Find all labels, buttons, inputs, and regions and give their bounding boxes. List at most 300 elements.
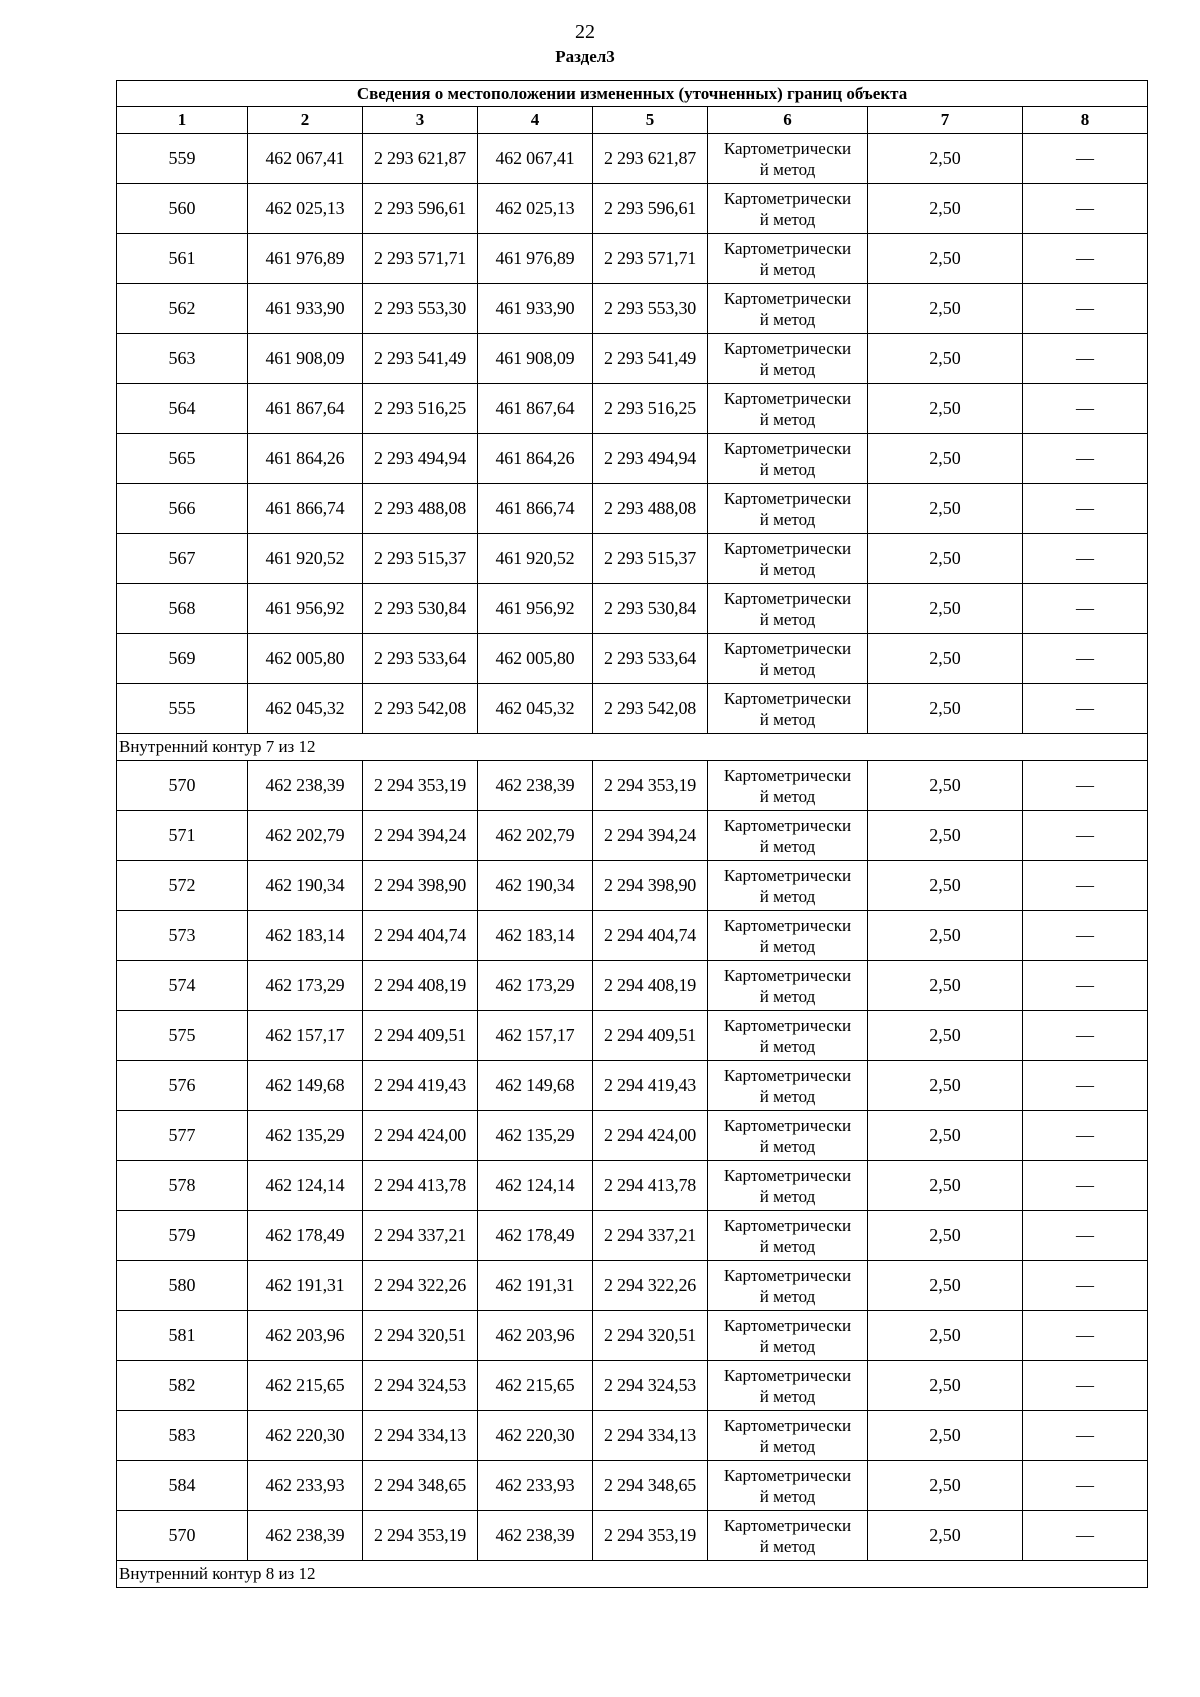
refined-x-cell: 462 203,96 bbox=[478, 1311, 593, 1361]
description-cell: — bbox=[1023, 1211, 1148, 1261]
method-text-line2: й метод bbox=[759, 159, 816, 179]
point-number-cell: 572 bbox=[117, 861, 248, 911]
point-number-cell: 583 bbox=[117, 1411, 248, 1461]
existing-x-cell: 461 976,89 bbox=[248, 234, 363, 284]
method-text-line1: Картометрически bbox=[723, 588, 852, 608]
method-cell bbox=[708, 534, 868, 584]
table-body bbox=[117, 134, 1148, 1588]
existing-y-cell: 2 294 322,26 bbox=[363, 1261, 478, 1311]
description-cell: — bbox=[1023, 384, 1148, 434]
description-cell: — bbox=[1023, 1361, 1148, 1411]
method-cell bbox=[708, 134, 868, 184]
description-cell: — bbox=[1023, 1461, 1148, 1511]
accuracy-cell: 2,50 bbox=[868, 861, 1023, 911]
method-cell bbox=[708, 961, 868, 1011]
existing-x-cell: 461 920,52 bbox=[248, 534, 363, 584]
existing-x-cell: 462 157,17 bbox=[248, 1011, 363, 1061]
accuracy-cell: 2,50 bbox=[868, 534, 1023, 584]
method-cell bbox=[708, 1461, 868, 1511]
refined-y-cell: 2 293 488,08 bbox=[593, 484, 708, 534]
accuracy-cell: 2,50 bbox=[868, 384, 1023, 434]
existing-x-cell: 461 866,74 bbox=[248, 484, 363, 534]
method-text-line1: Картометрически bbox=[723, 1215, 852, 1235]
refined-y-cell: 2 294 334,13 bbox=[593, 1411, 708, 1461]
table-row bbox=[117, 1211, 1148, 1261]
refined-x-cell: 462 215,65 bbox=[478, 1361, 593, 1411]
existing-x-cell: 462 238,39 bbox=[248, 761, 363, 811]
existing-x-cell: 462 178,49 bbox=[248, 1211, 363, 1261]
description-cell: — bbox=[1023, 184, 1148, 234]
method-cell bbox=[708, 1111, 868, 1161]
existing-x-cell: 462 067,41 bbox=[248, 134, 363, 184]
accuracy-cell: 2,50 bbox=[868, 1511, 1023, 1561]
method-text-line2: й метод bbox=[759, 409, 816, 429]
method-text-line2: й метод bbox=[759, 709, 816, 729]
table-row bbox=[117, 1511, 1148, 1561]
method-text-line2: й метод bbox=[759, 309, 816, 329]
method-text-line2: й метод bbox=[759, 836, 816, 856]
existing-x-cell: 461 867,64 bbox=[248, 384, 363, 434]
method-text-line2: й метод bbox=[759, 1536, 816, 1556]
refined-y-cell: 2 294 348,65 bbox=[593, 1461, 708, 1511]
accuracy-cell: 2,50 bbox=[868, 1011, 1023, 1061]
description-cell: — bbox=[1023, 1161, 1148, 1211]
method-text-line2: й метод bbox=[759, 1136, 816, 1156]
refined-x-cell: 462 220,30 bbox=[478, 1411, 593, 1461]
method-text-line2: й метод bbox=[759, 1336, 816, 1356]
existing-y-cell: 2 293 530,84 bbox=[363, 584, 478, 634]
accuracy-cell: 2,50 bbox=[868, 1211, 1023, 1261]
description-cell: — bbox=[1023, 634, 1148, 684]
accuracy-cell: 2,50 bbox=[868, 1461, 1023, 1511]
point-number-cell: 576 bbox=[117, 1061, 248, 1111]
refined-y-cell: 2 293 571,71 bbox=[593, 234, 708, 284]
table-row bbox=[117, 434, 1148, 484]
description-cell: — bbox=[1023, 284, 1148, 334]
refined-y-cell: 2 293 530,84 bbox=[593, 584, 708, 634]
method-text-line1: Картометрически bbox=[723, 238, 852, 258]
table-row bbox=[117, 534, 1148, 584]
refined-x-cell: 462 045,32 bbox=[478, 684, 593, 734]
method-text-line1: Картометрически bbox=[723, 388, 852, 408]
existing-y-cell: 2 294 320,51 bbox=[363, 1311, 478, 1361]
existing-y-cell: 2 293 596,61 bbox=[363, 184, 478, 234]
existing-y-cell: 2 294 424,00 bbox=[363, 1111, 478, 1161]
existing-x-cell: 462 238,39 bbox=[248, 1511, 363, 1561]
existing-y-cell: 2 293 621,87 bbox=[363, 134, 478, 184]
refined-y-cell: 2 294 322,26 bbox=[593, 1261, 708, 1311]
refined-x-cell: 461 867,64 bbox=[478, 384, 593, 434]
refined-x-cell: 461 866,74 bbox=[478, 484, 593, 534]
point-number-cell: 582 bbox=[117, 1361, 248, 1411]
method-cell bbox=[708, 284, 868, 334]
existing-x-cell: 462 215,65 bbox=[248, 1361, 363, 1411]
point-number-cell: 564 bbox=[117, 384, 248, 434]
accuracy-cell: 2,50 bbox=[868, 334, 1023, 384]
method-cell bbox=[708, 861, 868, 911]
method-text-line1: Картометрически bbox=[723, 1465, 852, 1485]
method-cell bbox=[708, 1061, 868, 1111]
refined-x-cell: 462 183,14 bbox=[478, 911, 593, 961]
refined-x-cell: 461 908,09 bbox=[478, 334, 593, 384]
point-number-cell: 577 bbox=[117, 1111, 248, 1161]
refined-x-cell: 462 067,41 bbox=[478, 134, 593, 184]
method-cell bbox=[708, 634, 868, 684]
accuracy-cell: 2,50 bbox=[868, 434, 1023, 484]
existing-y-cell: 2 294 324,53 bbox=[363, 1361, 478, 1411]
refined-y-cell: 2 294 404,74 bbox=[593, 911, 708, 961]
method-text-line2: й метод bbox=[759, 1236, 816, 1256]
method-cell bbox=[708, 1311, 868, 1361]
point-number-cell: 565 bbox=[117, 434, 248, 484]
method-text-line1: Картометрически bbox=[723, 638, 852, 658]
table-row bbox=[117, 1361, 1148, 1411]
refined-x-cell: 462 238,39 bbox=[478, 1511, 593, 1561]
accuracy-cell: 2,50 bbox=[868, 811, 1023, 861]
method-text-line2: й метод bbox=[759, 1086, 816, 1106]
method-cell bbox=[708, 334, 868, 384]
method-text-line1: Картометрически bbox=[723, 188, 852, 208]
section-title: Раздел3 bbox=[555, 47, 615, 66]
existing-y-cell: 2 293 541,49 bbox=[363, 334, 478, 384]
existing-y-cell: 2 293 542,08 bbox=[363, 684, 478, 734]
method-text-line1: Картометрически bbox=[723, 1415, 852, 1435]
existing-x-cell: 461 933,90 bbox=[248, 284, 363, 334]
description-cell: — bbox=[1023, 1411, 1148, 1461]
method-text-line2: й метод bbox=[759, 259, 816, 279]
accuracy-cell: 2,50 bbox=[868, 1261, 1023, 1311]
refined-y-cell: 2 293 621,87 bbox=[593, 134, 708, 184]
point-number-cell: 568 bbox=[117, 584, 248, 634]
method-cell bbox=[708, 1511, 868, 1561]
method-text-line2: й метод bbox=[759, 209, 816, 229]
accuracy-cell: 2,50 bbox=[868, 234, 1023, 284]
method-cell bbox=[708, 684, 868, 734]
description-cell: — bbox=[1023, 961, 1148, 1011]
existing-y-cell: 2 294 409,51 bbox=[363, 1011, 478, 1061]
method-cell bbox=[708, 1161, 868, 1211]
description-cell: — bbox=[1023, 334, 1148, 384]
column-number: 7 bbox=[868, 107, 1023, 134]
existing-y-cell: 2 293 488,08 bbox=[363, 484, 478, 534]
refined-y-cell: 2 293 515,37 bbox=[593, 534, 708, 584]
refined-y-cell: 2 294 324,53 bbox=[593, 1361, 708, 1411]
point-number-cell: 578 bbox=[117, 1161, 248, 1211]
existing-y-cell: 2 294 353,19 bbox=[363, 761, 478, 811]
refined-y-cell: 2 293 516,25 bbox=[593, 384, 708, 434]
refined-y-cell: 2 294 337,21 bbox=[593, 1211, 708, 1261]
accuracy-cell: 2,50 bbox=[868, 1361, 1023, 1411]
description-cell: — bbox=[1023, 584, 1148, 634]
method-cell bbox=[708, 761, 868, 811]
existing-y-cell: 2 293 533,64 bbox=[363, 634, 478, 684]
refined-x-cell: 461 956,92 bbox=[478, 584, 593, 634]
contour-label-row bbox=[117, 1561, 1148, 1588]
method-text-line2: й метод bbox=[759, 1286, 816, 1306]
method-cell bbox=[708, 1261, 868, 1311]
existing-x-cell: 462 025,13 bbox=[248, 184, 363, 234]
table-row bbox=[117, 961, 1148, 1011]
method-text-line1: Картометрически bbox=[723, 815, 852, 835]
description-cell: — bbox=[1023, 911, 1148, 961]
refined-x-cell: 462 233,93 bbox=[478, 1461, 593, 1511]
description-cell: — bbox=[1023, 684, 1148, 734]
refined-y-cell: 2 294 419,43 bbox=[593, 1061, 708, 1111]
table-row bbox=[117, 911, 1148, 961]
existing-y-cell: 2 294 408,19 bbox=[363, 961, 478, 1011]
table-row bbox=[117, 284, 1148, 334]
table-row bbox=[117, 761, 1148, 811]
method-text-line2: й метод bbox=[759, 559, 816, 579]
accuracy-cell: 2,50 bbox=[868, 1061, 1023, 1111]
accuracy-cell: 2,50 bbox=[868, 911, 1023, 961]
point-number-cell: 575 bbox=[117, 1011, 248, 1061]
existing-y-cell: 2 294 413,78 bbox=[363, 1161, 478, 1211]
description-cell: — bbox=[1023, 1061, 1148, 1111]
method-text-line2: й метод bbox=[759, 986, 816, 1006]
point-number-cell: 563 bbox=[117, 334, 248, 384]
method-cell bbox=[708, 1361, 868, 1411]
table-row bbox=[117, 1111, 1148, 1161]
refined-x-cell: 462 025,13 bbox=[478, 184, 593, 234]
method-cell bbox=[708, 1411, 868, 1461]
description-cell: — bbox=[1023, 761, 1148, 811]
method-cell bbox=[708, 434, 868, 484]
column-number: 6 bbox=[708, 107, 868, 134]
method-text-line2: й метод bbox=[759, 1486, 816, 1506]
method-cell bbox=[708, 811, 868, 861]
point-number-cell: 579 bbox=[117, 1211, 248, 1261]
refined-x-cell: 462 238,39 bbox=[478, 761, 593, 811]
method-cell bbox=[708, 1211, 868, 1261]
point-number-cell: 555 bbox=[117, 684, 248, 734]
accuracy-cell: 2,50 bbox=[868, 634, 1023, 684]
description-cell: — bbox=[1023, 1311, 1148, 1361]
refined-y-cell: 2 294 409,51 bbox=[593, 1011, 708, 1061]
method-text-line1: Картометрически bbox=[723, 1365, 852, 1385]
refined-x-cell: 462 157,17 bbox=[478, 1011, 593, 1061]
refined-y-cell: 2 293 541,49 bbox=[593, 334, 708, 384]
table-row bbox=[117, 1161, 1148, 1211]
refined-y-cell: 2 293 553,30 bbox=[593, 284, 708, 334]
refined-y-cell: 2 294 408,19 bbox=[593, 961, 708, 1011]
refined-y-cell: 2 294 353,19 bbox=[593, 761, 708, 811]
table-row bbox=[117, 334, 1148, 384]
accuracy-cell: 2,50 bbox=[868, 1111, 1023, 1161]
refined-y-cell: 2 294 394,24 bbox=[593, 811, 708, 861]
table-row bbox=[117, 134, 1148, 184]
point-number-cell: 561 bbox=[117, 234, 248, 284]
point-number-cell: 573 bbox=[117, 911, 248, 961]
existing-x-cell: 462 183,14 bbox=[248, 911, 363, 961]
existing-y-cell: 2 294 394,24 bbox=[363, 811, 478, 861]
existing-y-cell: 2 293 494,94 bbox=[363, 434, 478, 484]
refined-y-cell: 2 294 320,51 bbox=[593, 1311, 708, 1361]
refined-x-cell: 461 920,52 bbox=[478, 534, 593, 584]
point-number-cell: 571 bbox=[117, 811, 248, 861]
point-number-cell: 566 bbox=[117, 484, 248, 534]
column-number: 1 bbox=[117, 107, 248, 134]
refined-x-cell: 461 976,89 bbox=[478, 234, 593, 284]
existing-y-cell: 2 294 419,43 bbox=[363, 1061, 478, 1111]
point-number-cell: 581 bbox=[117, 1311, 248, 1361]
method-text-line2: й метод bbox=[759, 936, 816, 956]
method-cell bbox=[708, 584, 868, 634]
table-row bbox=[117, 861, 1148, 911]
refined-x-cell: 461 864,26 bbox=[478, 434, 593, 484]
existing-x-cell: 462 045,32 bbox=[248, 684, 363, 734]
existing-x-cell: 462 005,80 bbox=[248, 634, 363, 684]
refined-y-cell: 2 294 398,90 bbox=[593, 861, 708, 911]
table-row bbox=[117, 1011, 1148, 1061]
accuracy-cell: 2,50 bbox=[868, 761, 1023, 811]
method-text-line1: Картометрически bbox=[723, 1015, 852, 1035]
method-text-line2: й метод bbox=[759, 886, 816, 906]
table-row bbox=[117, 584, 1148, 634]
table-row bbox=[117, 1461, 1148, 1511]
method-text-line2: й метод bbox=[759, 1386, 816, 1406]
refined-x-cell: 462 202,79 bbox=[478, 811, 593, 861]
refined-x-cell: 462 173,29 bbox=[478, 961, 593, 1011]
description-cell: — bbox=[1023, 434, 1148, 484]
existing-y-cell: 2 294 337,21 bbox=[363, 1211, 478, 1261]
method-text-line2: й метод bbox=[759, 1186, 816, 1206]
existing-x-cell: 462 203,96 bbox=[248, 1311, 363, 1361]
contour-label: Внутренний контур 7 из 12 bbox=[117, 734, 1148, 761]
contour-label: Внутренний контур 8 из 12 bbox=[117, 1561, 1148, 1588]
refined-x-cell: 462 124,14 bbox=[478, 1161, 593, 1211]
accuracy-cell: 2,50 bbox=[868, 484, 1023, 534]
method-cell bbox=[708, 384, 868, 434]
refined-x-cell: 462 005,80 bbox=[478, 634, 593, 684]
method-text-line1: Картометрически bbox=[723, 865, 852, 885]
refined-x-cell: 461 933,90 bbox=[478, 284, 593, 334]
column-number: 4 bbox=[478, 107, 593, 134]
description-cell: — bbox=[1023, 234, 1148, 284]
page-number: 22 bbox=[575, 21, 595, 43]
method-cell bbox=[708, 911, 868, 961]
accuracy-cell: 2,50 bbox=[868, 684, 1023, 734]
refined-x-cell: 462 135,29 bbox=[478, 1111, 593, 1161]
table-row bbox=[117, 1261, 1148, 1311]
method-text-line1: Картометрически bbox=[723, 915, 852, 935]
table-row bbox=[117, 484, 1148, 534]
accuracy-cell: 2,50 bbox=[868, 184, 1023, 234]
method-text-line2: й метод bbox=[759, 659, 816, 679]
existing-y-cell: 2 294 398,90 bbox=[363, 861, 478, 911]
refined-y-cell: 2 293 533,64 bbox=[593, 634, 708, 684]
description-cell: — bbox=[1023, 484, 1148, 534]
column-number: 3 bbox=[363, 107, 478, 134]
description-cell: — bbox=[1023, 1011, 1148, 1061]
existing-x-cell: 462 135,29 bbox=[248, 1111, 363, 1161]
point-number-cell: 560 bbox=[117, 184, 248, 234]
table-row bbox=[117, 234, 1148, 284]
method-text-line2: й метод bbox=[759, 786, 816, 806]
existing-x-cell: 462 191,31 bbox=[248, 1261, 363, 1311]
point-number-cell: 562 bbox=[117, 284, 248, 334]
contour-label-row bbox=[117, 734, 1148, 761]
boundary-coordinates-table bbox=[116, 80, 1148, 1588]
table-title-row bbox=[117, 81, 1148, 107]
point-number-cell: 570 bbox=[117, 1511, 248, 1561]
method-cell bbox=[708, 484, 868, 534]
method-text-line2: й метод bbox=[759, 1036, 816, 1056]
point-number-cell: 570 bbox=[117, 761, 248, 811]
table-row bbox=[117, 811, 1148, 861]
existing-x-cell: 462 190,34 bbox=[248, 861, 363, 911]
existing-y-cell: 2 294 348,65 bbox=[363, 1461, 478, 1511]
method-text-line2: й метод bbox=[759, 509, 816, 529]
refined-x-cell: 462 191,31 bbox=[478, 1261, 593, 1311]
method-text-line1: Картометрически bbox=[723, 1115, 852, 1135]
existing-x-cell: 462 124,14 bbox=[248, 1161, 363, 1211]
refined-y-cell: 2 293 596,61 bbox=[593, 184, 708, 234]
method-text-line1: Картометрически bbox=[723, 438, 852, 458]
method-text-line2: й метод bbox=[759, 1436, 816, 1456]
refined-x-cell: 462 178,49 bbox=[478, 1211, 593, 1261]
existing-y-cell: 2 293 516,25 bbox=[363, 384, 478, 434]
point-number-cell: 567 bbox=[117, 534, 248, 584]
existing-y-cell: 2 293 571,71 bbox=[363, 234, 478, 284]
column-number-row bbox=[117, 107, 1148, 134]
table-title: Сведения о местоположении измененных (уточненных) границ объекта bbox=[117, 81, 1148, 107]
method-text-line1: Картометрически bbox=[723, 488, 852, 508]
method-text-line1: Картометрически bbox=[723, 338, 852, 358]
method-text-line2: й метод bbox=[759, 359, 816, 379]
refined-y-cell: 2 294 424,00 bbox=[593, 1111, 708, 1161]
refined-x-cell: 462 149,68 bbox=[478, 1061, 593, 1111]
description-cell: — bbox=[1023, 1111, 1148, 1161]
accuracy-cell: 2,50 bbox=[868, 584, 1023, 634]
existing-y-cell: 2 293 553,30 bbox=[363, 284, 478, 334]
accuracy-cell: 2,50 bbox=[868, 1311, 1023, 1361]
column-number: 5 bbox=[593, 107, 708, 134]
existing-x-cell: 461 864,26 bbox=[248, 434, 363, 484]
method-text-line1: Картометрически bbox=[723, 1165, 852, 1185]
method-text-line1: Картометрически bbox=[723, 1515, 852, 1535]
existing-x-cell: 462 202,79 bbox=[248, 811, 363, 861]
refined-x-cell: 462 190,34 bbox=[478, 861, 593, 911]
method-text-line2: й метод bbox=[759, 459, 816, 479]
refined-y-cell: 2 294 353,19 bbox=[593, 1511, 708, 1561]
method-text-line1: Картометрически bbox=[723, 288, 852, 308]
existing-y-cell: 2 293 515,37 bbox=[363, 534, 478, 584]
point-number-cell: 574 bbox=[117, 961, 248, 1011]
method-cell bbox=[708, 234, 868, 284]
accuracy-cell: 2,50 bbox=[868, 134, 1023, 184]
table-row bbox=[117, 384, 1148, 434]
existing-y-cell: 2 294 404,74 bbox=[363, 911, 478, 961]
method-text-line1: Картометрически bbox=[723, 1265, 852, 1285]
description-cell: — bbox=[1023, 811, 1148, 861]
description-cell: — bbox=[1023, 534, 1148, 584]
column-number: 8 bbox=[1023, 107, 1148, 134]
description-cell: — bbox=[1023, 861, 1148, 911]
description-cell: — bbox=[1023, 134, 1148, 184]
description-cell: — bbox=[1023, 1261, 1148, 1311]
accuracy-cell: 2,50 bbox=[868, 961, 1023, 1011]
point-number-cell: 580 bbox=[117, 1261, 248, 1311]
table-row bbox=[117, 634, 1148, 684]
table-row bbox=[117, 1311, 1148, 1361]
method-text-line1: Картометрически bbox=[723, 688, 852, 708]
accuracy-cell: 2,50 bbox=[868, 1411, 1023, 1461]
method-text-line1: Картометрически bbox=[723, 1315, 852, 1335]
method-text-line2: й метод bbox=[759, 609, 816, 629]
existing-x-cell: 461 908,09 bbox=[248, 334, 363, 384]
refined-y-cell: 2 294 413,78 bbox=[593, 1161, 708, 1211]
